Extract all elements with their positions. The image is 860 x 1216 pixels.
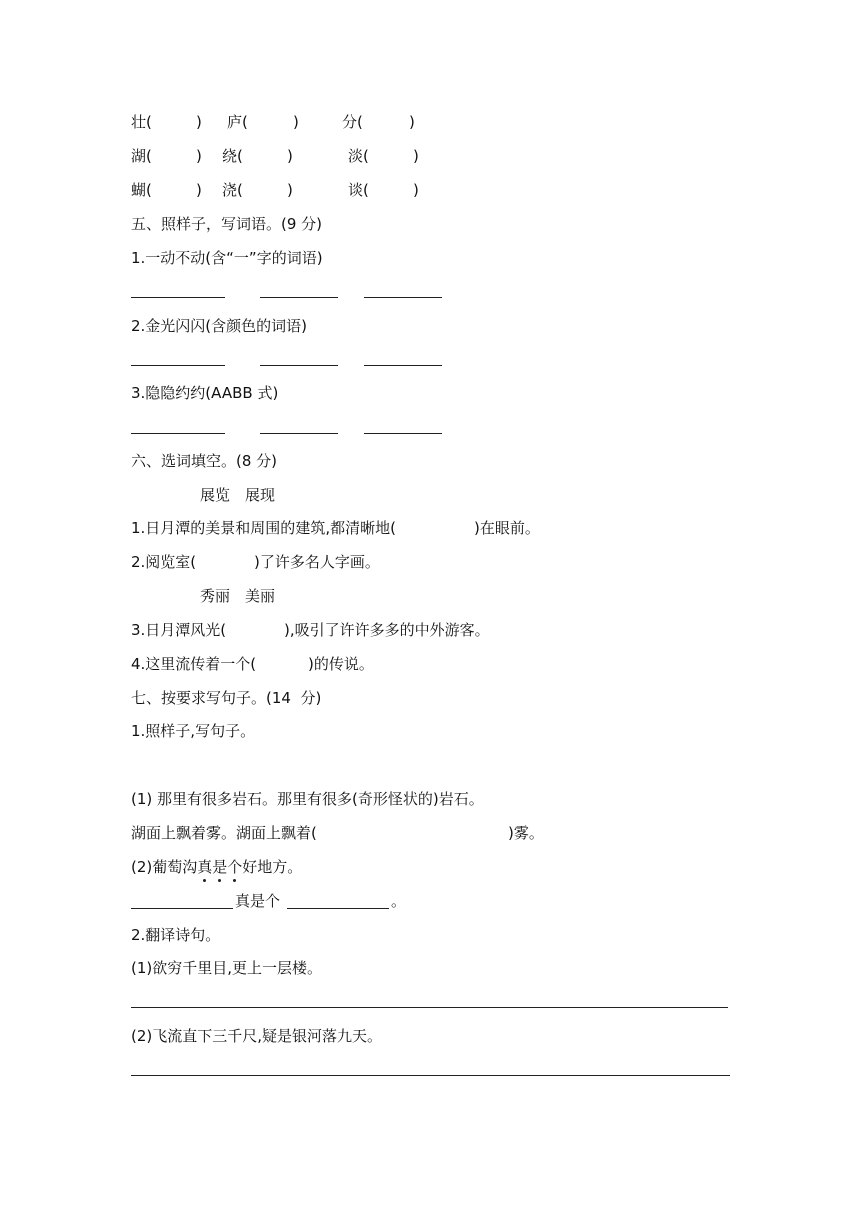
poem-2: (2)飞流直下三千尺,疑是银河落九天。	[131, 1027, 383, 1045]
section6-q3-end: ),吸引了许许多多的中外游客。	[284, 621, 490, 639]
section6-q1-start: 1.日月潭的美景和周围的建筑,都清晰地(	[131, 519, 396, 537]
answer-line-5-1b[interactable]	[260, 297, 338, 298]
section7-sub2: 2.翻译诗句。	[131, 926, 221, 944]
section7-heading: 七、按要求写句子。(14 分)	[131, 689, 322, 707]
char-row-1-c-close: )	[409, 113, 415, 131]
char-row-3-a-close: )	[196, 181, 202, 199]
section5-heading: 五、照样子，写词语。(9 分)	[131, 215, 323, 233]
section5-q3: 3.隐隐约约(AABB 式)	[131, 384, 279, 402]
char-row-1-a-close: )	[196, 113, 202, 131]
section6-q2-end: )了许多名人字画。	[254, 553, 380, 571]
answer-line-poem-1[interactable]	[131, 1007, 728, 1008]
answer-line-5-1c[interactable]	[364, 297, 442, 298]
answer-line-5-3c[interactable]	[364, 433, 442, 434]
dotted-char-1: 真	[197, 858, 213, 876]
char-row-3-c-close: )	[413, 181, 419, 199]
section7-fill1-start: 湖面上飘着雾。湖面上飘着(	[131, 824, 317, 842]
char-row-2-c-close: )	[413, 147, 419, 165]
char-row-1-c: 分(	[342, 113, 363, 131]
example2-start: (2)葡萄沟	[131, 858, 198, 876]
answer-line-poem-2[interactable]	[131, 1075, 730, 1076]
section6-q4-end: )的传说。	[308, 655, 374, 673]
section5-q2: 2.金光闪闪(含颜色的词语)	[131, 317, 308, 335]
section6-heading: 六、选词填空。(8 分)	[131, 452, 278, 470]
char-row-3-b-close: )	[287, 181, 293, 199]
char-row-3-b: 浇(	[222, 181, 243, 199]
section7-example2	[131, 857, 302, 877]
char-row-1-b-close: )	[293, 113, 299, 131]
section6-q3-start: 3.日月潭风光(	[131, 621, 227, 639]
answer-line-7-2a[interactable]	[131, 908, 233, 909]
section6-q4-start: 4.这里流传着一个(	[131, 655, 257, 673]
word-choice-2: 秀丽 美丽	[200, 587, 276, 605]
section6-q2-start: 2.阅览室(	[131, 553, 197, 571]
char-row-1-a: 壮(	[131, 113, 152, 131]
answer-line-5-2a[interactable]	[131, 365, 225, 366]
answer-line-5-2c[interactable]	[364, 365, 442, 366]
answer-line-5-3a[interactable]	[131, 433, 225, 434]
answer-line-7-2b[interactable]	[287, 908, 389, 909]
char-row-3-a: 蝴(	[131, 181, 152, 199]
char-row-2-b-close: )	[287, 147, 293, 165]
example2-end: 好地方。	[242, 858, 303, 876]
section7-fill1-end: )雾。	[508, 824, 544, 842]
dotted-char-3: 个	[227, 858, 243, 876]
char-row-2-a: 湖(	[131, 147, 152, 165]
char-row-3-c: 谈(	[348, 181, 369, 199]
section7-fill2-end: 。	[391, 892, 407, 910]
section6-q1-end: )在眼前。	[474, 519, 540, 537]
char-row-2-a-close: )	[196, 147, 202, 165]
dotted-char-2: 是	[212, 858, 228, 876]
char-row-2-b: 绕(	[222, 147, 243, 165]
answer-line-5-3b[interactable]	[260, 433, 338, 434]
char-row-2-c: 淡(	[348, 147, 369, 165]
section7-fill2-mid: 真是个	[235, 892, 281, 910]
section5-q1: 1.一动不动(含“一”字的词语)	[131, 249, 323, 267]
word-choice-1: 展览 展现	[200, 486, 276, 504]
answer-line-5-1a[interactable]	[131, 297, 225, 298]
section7-sub1: 1.照样子,写句子。	[131, 722, 256, 740]
char-row-1-b: 庐(	[227, 113, 248, 131]
poem-1: (1)欲穷千里目,更上一层楼。	[131, 959, 323, 977]
section7-example1: (1) 那里有很多岩石。那里有很多(奇形怪状的)岩石。	[131, 790, 484, 808]
answer-line-5-2b[interactable]	[260, 365, 338, 366]
